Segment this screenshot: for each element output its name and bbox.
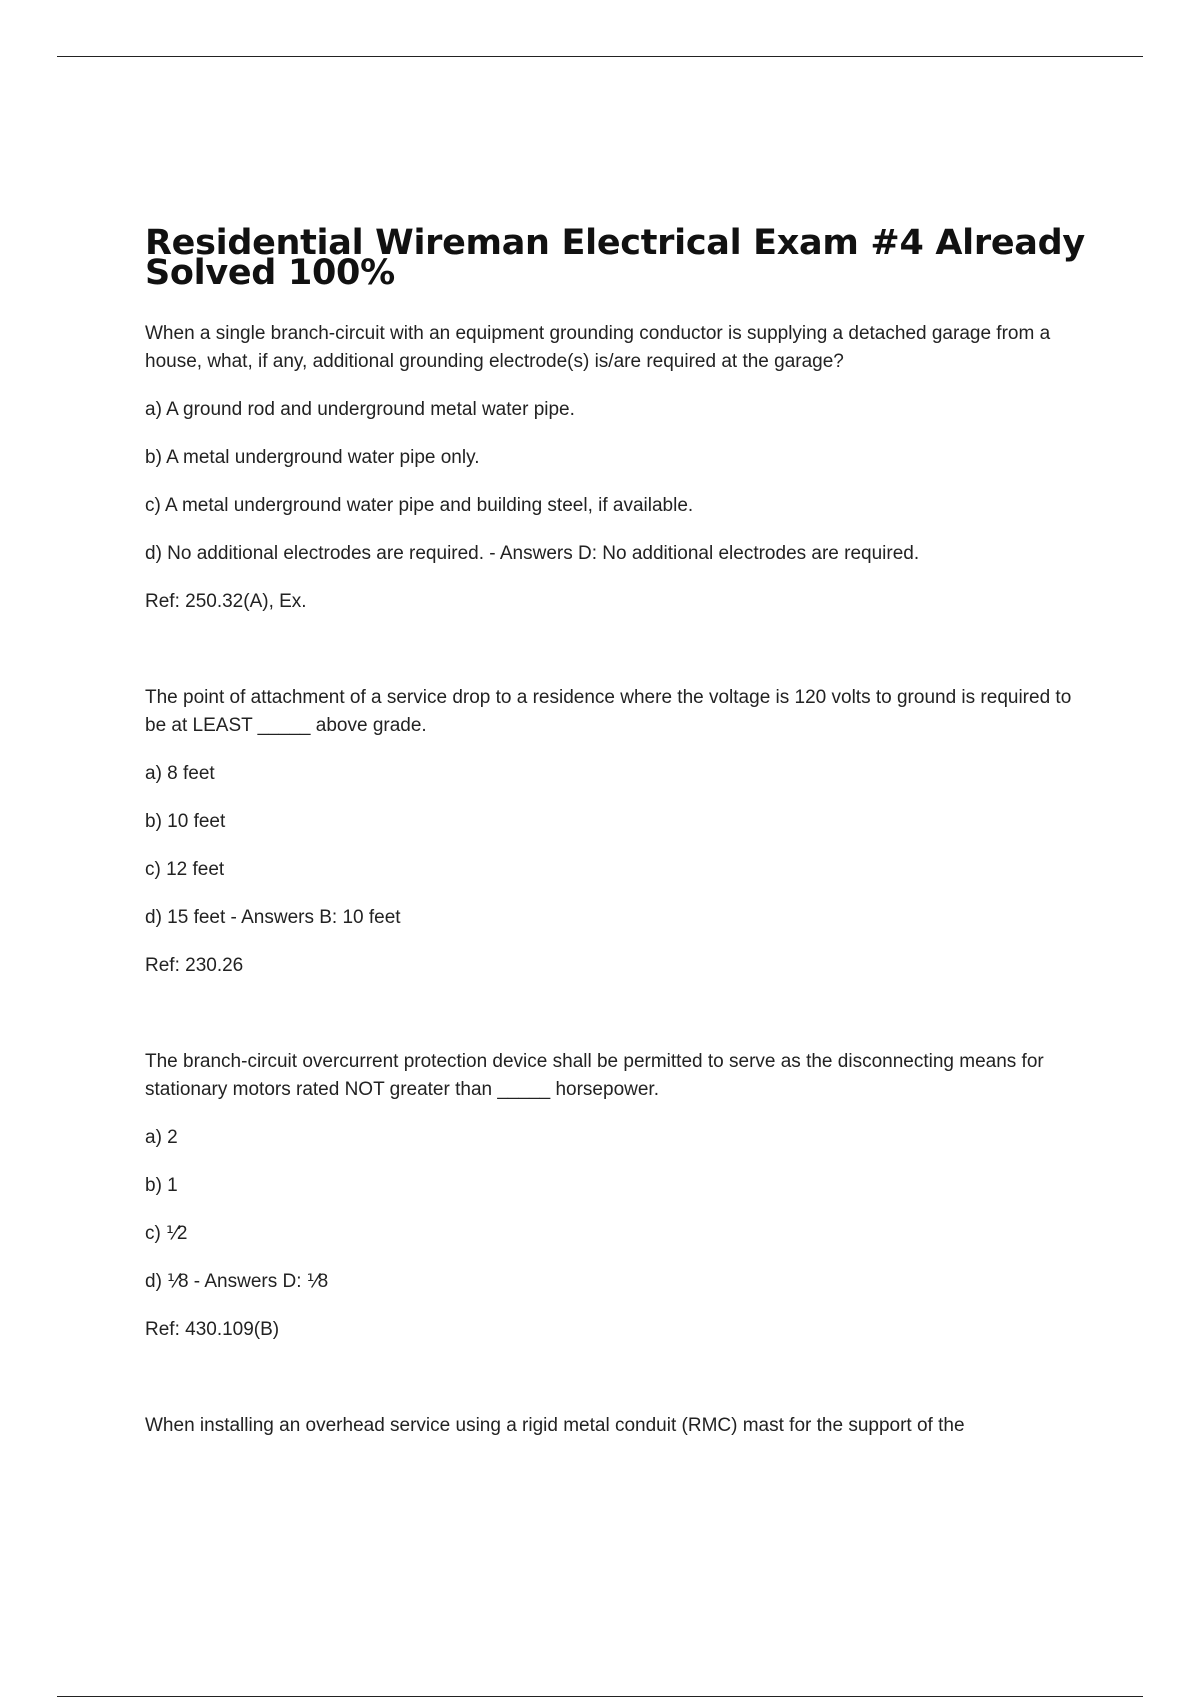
reference: Ref: 250.32(A), Ex. [145,591,307,612]
header-rule [57,56,1143,57]
option-d-answer: d) No additional electrodes are required. - Answers D: No additional electrodes are required. [145,543,920,564]
option-c: c) ⅟2 [145,1223,188,1244]
question-3 [145,1048,1090,1344]
spacer [145,1000,1090,1048]
option-c: c) 12 feet [145,859,225,880]
option-b: b) A metal underground water pipe only. [145,447,480,468]
option-b: b) 10 feet [145,811,226,832]
question-1 [145,320,1090,616]
reference: Ref: 230.26 [145,955,244,976]
footer-rule [57,1696,1143,1697]
option-a: a) 2 [145,1127,178,1148]
question-text: The point of attachment of a service drop to a residence where the voltage is 120 volts to ground is required to be at LEAST _____ above grade. [145,687,1072,736]
question-2 [145,684,1090,980]
spacer [145,1364,1090,1412]
option-b: b) 1 [145,1175,178,1196]
option-a: a) A ground rod and underground metal water pipe. [145,399,575,420]
reference: Ref: 430.109(B) [145,1319,280,1340]
spacer [145,636,1090,684]
option-d-answer: d) ⅟8 - Answers D: ⅟8 [145,1271,329,1292]
question-text: When a single branch-circuit with an equipment grounding conductor is supplying a detached garage from a house, what, if any, additional grounding electrode(s) is/are required at the garage? [145,323,1051,372]
question-text: When installing an overhead service using a rigid metal conduit (RMC) mast for the support of the [145,1415,965,1436]
option-c: c) A metal underground water pipe and building steel, if available. [145,495,694,516]
question-text: The branch-circuit overcurrent protection device shall be permitted to serve as the disconnecting means for stationary motors rated NOT greater than _____ horsepower. [145,1051,1044,1100]
option-a: a) 8 feet [145,763,215,784]
document-body [145,223,1090,1460]
document-title: Residential Wireman Electrical Exam #4 Already Solved 100% [145,223,1085,293]
question-4 [145,1412,1090,1440]
option-d-answer: d) 15 feet - Answers B: 10 feet [145,907,401,928]
